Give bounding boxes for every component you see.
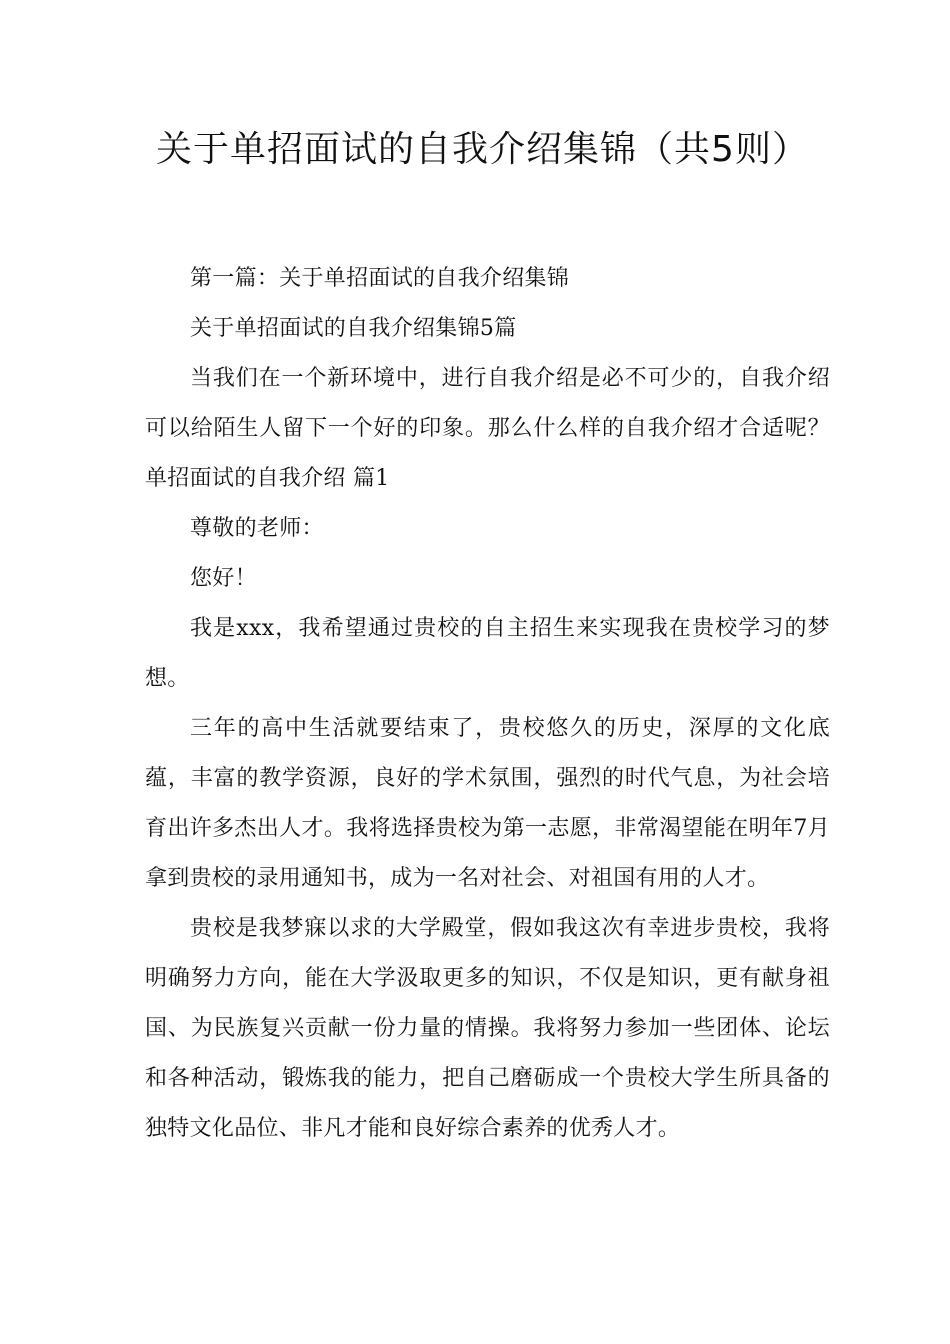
paragraph-aspiration: 贵校是我梦寐以求的大学殿堂，假如我这次有幸进步贵校，我将明确努力方向，能在大学汲取更多的知识，不仅是知识，更有献身祖国、为民族复兴贡献一份力量的情操。我将努力参加一些团体、论坛和各种活动，锻炼我的能力，把自己磨砺成一个贵校大学生所具备的独特文化品位、非凡才能和良好综合素养的优秀人才。 [145,916,830,1141]
paragraph-subtitle: 关于单招面试的自我介绍集锦5篇 [190,316,517,341]
paragraph-greeting: 您好！ [190,566,257,591]
paragraph-salutation: 尊敬的老师： [190,516,324,541]
document-body [145,254,830,1154]
paragraph-high-school: 三年的高中生活就要结束了，贵校悠久的历史，深厚的文化底蕴，丰富的教学资源，良好的学术氛围，强烈的时代气息，为社会培育出许多杰出人才。我将选择贵校为第一志愿，非常渴望能在明年7月拿到贵校的录用通知书，成为一名对社会、对祖国有用的人才。 [145,716,830,891]
document-title: 关于单招面试的自我介绍集锦（共5则） [156,129,809,170]
paragraph-section-heading: 第一篇：关于单招面试的自我介绍集锦 [190,266,570,291]
paragraph-self-introduction: 我是xxx，我希望通过贵校的自主招生来实现我在贵校学习的梦想。 [145,616,830,691]
paragraph-intro: 当我们在一个新环境中，进行自我介绍是必不可少的，自我介绍可以给陌生人留下一个好的印象。那么什么样的自我介绍才合适呢？单招面试的自我介绍 篇1 [145,366,830,491]
